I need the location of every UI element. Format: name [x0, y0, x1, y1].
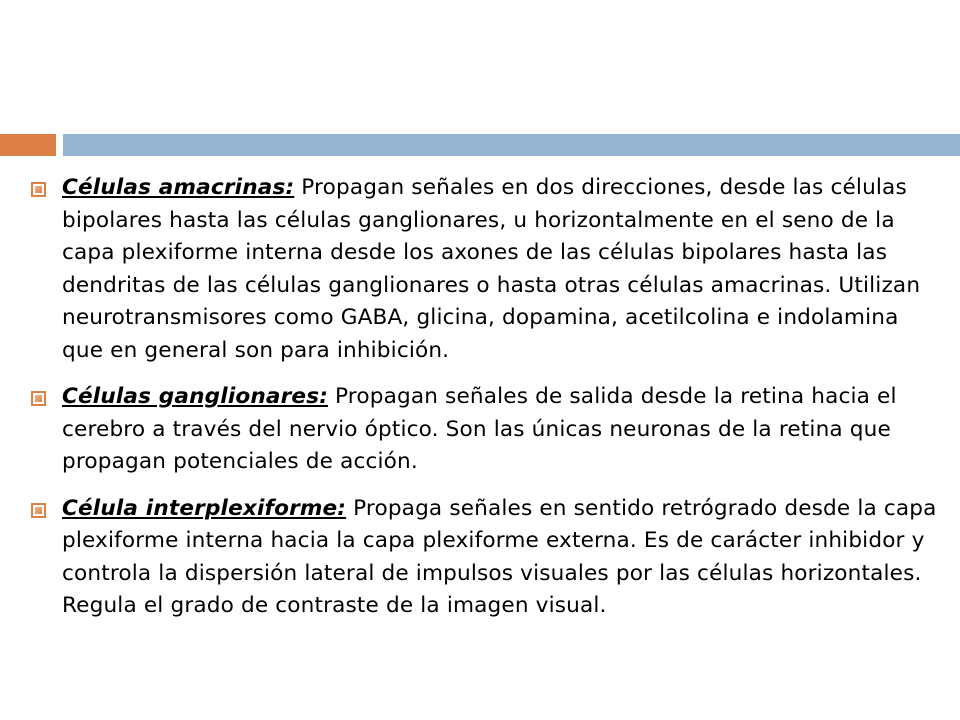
- square-bullet-icon: [31, 182, 46, 197]
- bullet-text: Propagan señales de salida desde la retina hacia el cerebro a través del nervio óptico. Son las únicas neuronas de la retina que propagan potenciales de acción.: [62, 384, 897, 474]
- bullet-item-celulas-amacrinas: [30, 172, 942, 367]
- bullet-text: Propaga señales en sentido retrógrado desde la capa plexiforme interna hacia la capa plexiforme externa. Es de carácter inhibidor y controla la dispersión lateral de impulsos visuales por las células horizontales. Regula el grado de contraste de la imagen visual.: [62, 495, 937, 618]
- bullet-item-celula-interplexiforme: [30, 493, 942, 623]
- header-accent-bar-blue: [63, 134, 960, 156]
- bullet-text: Propagan señales en dos direcciones, desde las células bipolares hasta las células ganglionares, u horizontalmente en el seno de la capa plexiforme interna desde los axones de las células bipolares hasta las dendritas de las células ganglionares o hasta otras células amacrinas. Utilizan neurotransmisores como GABA, glicina, dopamina, acetilcolina e indolamina que en general son para inhibición.: [62, 175, 921, 363]
- bullet-term: Células ganglionares:: [62, 384, 328, 409]
- square-bullet-icon: [31, 391, 46, 406]
- square-bullet-icon: [31, 503, 46, 518]
- header-accent-bar-orange: [0, 134, 56, 156]
- bullet-item-celulas-ganglionares: [30, 381, 942, 479]
- bullet-term: Células amacrinas:: [62, 175, 295, 200]
- slide-body: [30, 172, 942, 637]
- bullet-term: Célula interplexiforme:: [62, 495, 347, 521]
